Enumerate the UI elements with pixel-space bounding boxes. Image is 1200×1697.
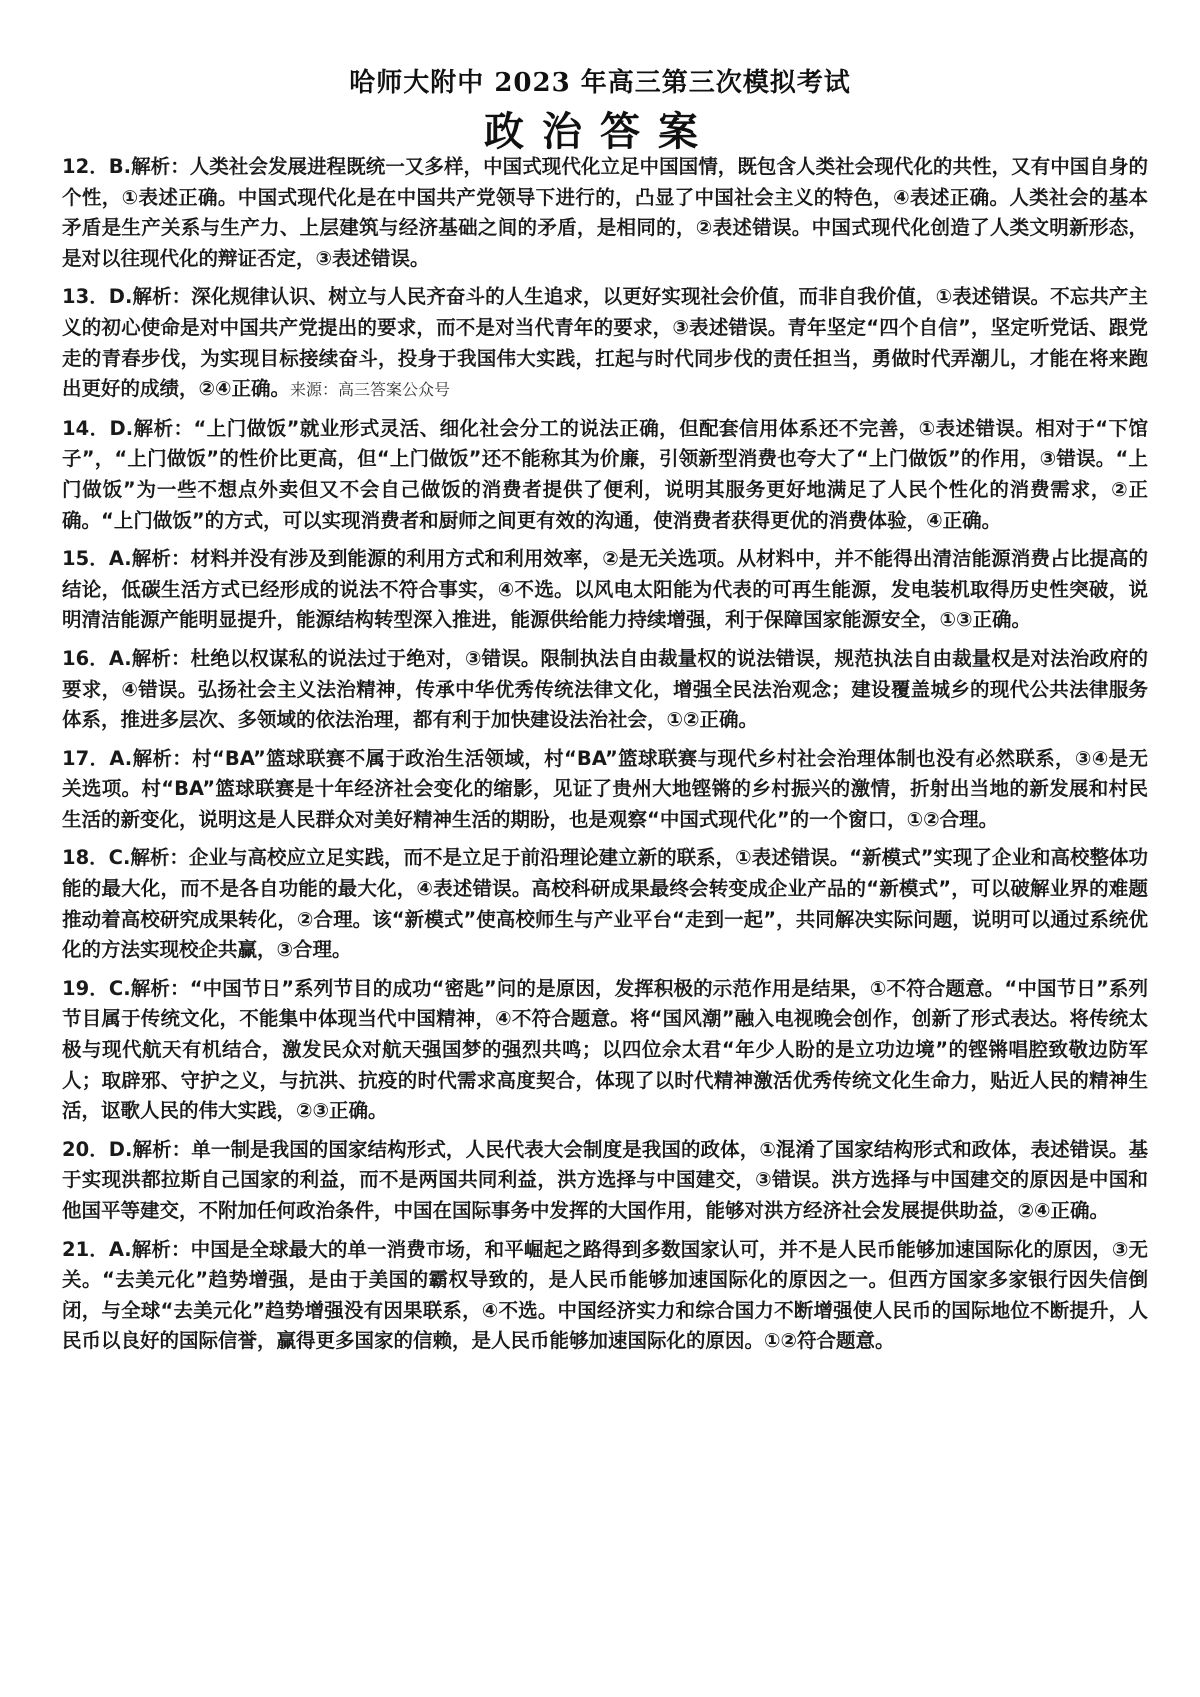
answer-text: 杜绝以权谋私的说法过于绝对，③错误。限制执法自由裁量权的说法错误，规范执法自由裁量权是对法治政府的要求，④错误。弘扬社会主义法治精神，传承中华优秀传统法律文化，增强全民法治观念；建设覆盖城乡的现代公共法律服务体系，推进多层次、多领域的依法治理，都有利于加快建设法治社会，①②正确。 [62, 646, 1148, 732]
answer-text: 人类社会发展进程既统一又多样，中国式现代化立足中国国情，既包含人类社会现代化的共性，又有中国自身的个性，①表述正确。中国式现代化是在中国共产党领导下进行的，凸显了中国社会主义的特色，④表述正确。人类社会的基本矛盾是生产关系与生产力、上层建筑与经济基础之间的矛盾，是相同的，②表述错误。中国式现代化创造了人类文明新形态，是对以往现代化的辩证否定，③表述错误。 [62, 155, 1148, 270]
answer-label: 19．C.解析： [62, 976, 190, 1000]
answer-text: 企业与高校应立足实践，而不是立足于前沿理论建立新的联系，①表述错误。“新模式”实现了企业和高校整体功能的最大化，而不是各自功能的最大化，④表述错误。高校科研成果最终会转变成企业产品的“新模式”，可以破解业界的难题推动着高校研究成果转化，②合理。该“新模式”使高校师生与产业平台“走到一起”，共同解决实际问题，说明可以通过系统优化的方法实现校企共赢，③合理。 [62, 846, 1148, 962]
answer-item-18 [62, 843, 1148, 965]
answer-item-21 [62, 1235, 1148, 1357]
answer-item-20 [62, 1135, 1148, 1227]
answer-text: 村“BA”篮球联赛不属于政治生活领域，村“BA”篮球联赛与现代乡村社会治理体制也没有必然联系，③④是无关选项。村“BA”篮球联赛是十年经济社会变化的缩影，见证了贵州大地铿锵的乡村振兴的激情，折射出当地的新发展和村民生活的新变化，说明这是人民群众对美好精神生活的期盼，也是观察“中国式现代化”的一个窗口，①②合理。 [62, 746, 1149, 831]
answer-item-12 [62, 152, 1148, 274]
answer-item-19 [62, 974, 1148, 1127]
answer-label: 14．D.解析： [62, 416, 194, 440]
answer-text: “上门做饭”就业形式灵活、细化社会分工的说法正确，但配套信用体系还不完善，①表述错误。相对于“下馆子”，“上门做饭”的性价比更高，但“上门做饭”还不能称其为价廉，引领新型消费也夸大了“上门做饭”的作用，③错误。“上门做饭”为一些不想点外卖但又不会自己做饭的消费者提供了便利，说明其服务更好地满足了人民个性化的消费需求，②正确。“上门做饭”的方式，可以实现消费者和厨师之间更有效的沟通，使消费者获得更优的消费体验，④正确。 [62, 416, 1149, 532]
answer-label: 13．D.解析： [62, 285, 192, 309]
answer-item-15 [62, 544, 1148, 636]
answer-label: 18．C.解析： [62, 846, 189, 870]
answer-list [62, 152, 1148, 1365]
answer-text: 深化规律认识、树立与人民齐奋斗的人生追求，以更好实现社会价值，而非自我价值，①表述错误。不忘共产主义的初心使命是对中国共产党提出的要求，而不是对当代青年的要求，③表述错误。青年坚定“四个自信”，坚定听党话、跟党走的青春步伐，为实现目标接续奋斗，投身于我国伟大实践，扛起与时代同步伐的责任担当，勇做时代弄潮儿，才能在将来跑出更好的成绩，②④正确。 [62, 285, 1148, 401]
answer-item-13 [62, 282, 1148, 405]
answer-label: 12．B.解析： [62, 155, 190, 178]
answer-label: 20．D.解析： [62, 1137, 192, 1161]
answer-label: 17．A.解析： [62, 746, 193, 770]
source-note: 来源：高三答案公众号 [290, 380, 451, 400]
answer-item-16 [62, 644, 1148, 736]
answer-text: 中国是全球最大的单一消费市场，和平崛起之路得到多数国家认可，并不是人民币能够加速国际化的原因，③无关。“去美元化”趋势增强，是由于美国的霸权导致的，是人民币能够加速国际化的原因之一。但西方国家多家银行因失信倒闭，与全球“去美元化”趋势增强没有因果联系，④不选。中国经济实力和综合国力不断增强使人民币的国际地位不断提升，人民币以良好的国际信誉，赢得更多国家的信赖，是人民币能够加速国际化的原因。①②符合题意。 [62, 1237, 1148, 1353]
answer-label: 15．A.解析： [62, 547, 191, 571]
document-subtitle: 政治答案 [484, 108, 716, 155]
answer-label: 16．A.解析： [62, 646, 191, 670]
answer-label: 21．A.解析： [62, 1237, 191, 1261]
answer-item-17 [62, 744, 1148, 836]
answer-text: 材料并没有涉及到能源的利用方式和利用效率，②是无关选项。从材料中，并不能得出清洁能源消费占比提高的结论，低碳生活方式已经形成的说法不符合事实，④不选。以风电太阳能为代表的可再生能源，发电装机取得历史性突破，说明清洁能源产能明显提升，能源结构转型深入推进，能源供给能力持续增强，利于保障国家能源安全，①③正确。 [62, 547, 1148, 632]
answer-item-14 [62, 414, 1148, 536]
answer-text: 单一制是我国的国家结构形式，人民代表大会制度是我国的政体，①混淆了国家结构形式和政体，表述错误。基于实现洪都拉斯自己国家的利益，而不是两国共同利益，洪方选择与中国建交，③错误。洪方选择与中国建交的原因是中国和他国平等建交，不附加任何政治条件，中国在国际事务中发挥的大国作用，能够对洪方经济社会发展提供助益，②④正确。 [62, 1137, 1148, 1222]
exam-title: 哈师大附中 2023 年高三第三次模拟考试 [349, 68, 851, 98]
answer-text: “中国节日”系列节目的成功“密匙”问的是原因，发挥积极的示范作用是结果，①不符合题意。“中国节日”系列节目属于传统文化，不能集中体现当代中国精神，④不符合题意。将“国风潮”融入电视晚会创作，创新了形式表达。将传统太极与现代航天有机结合，激发民众对航天强国梦的强烈共鸣；以四位佘太君“年少人盼的是立功边境”的铿锵唱腔致敬边防军人；取辟邪、守护之义，与抗洪、抗疫的时代需求高度契合，体现了以时代精神激活优秀传统文化生命力，贴近人民的精神生活，讴歌人民的伟大实践，②③正确。 [62, 976, 1148, 1123]
